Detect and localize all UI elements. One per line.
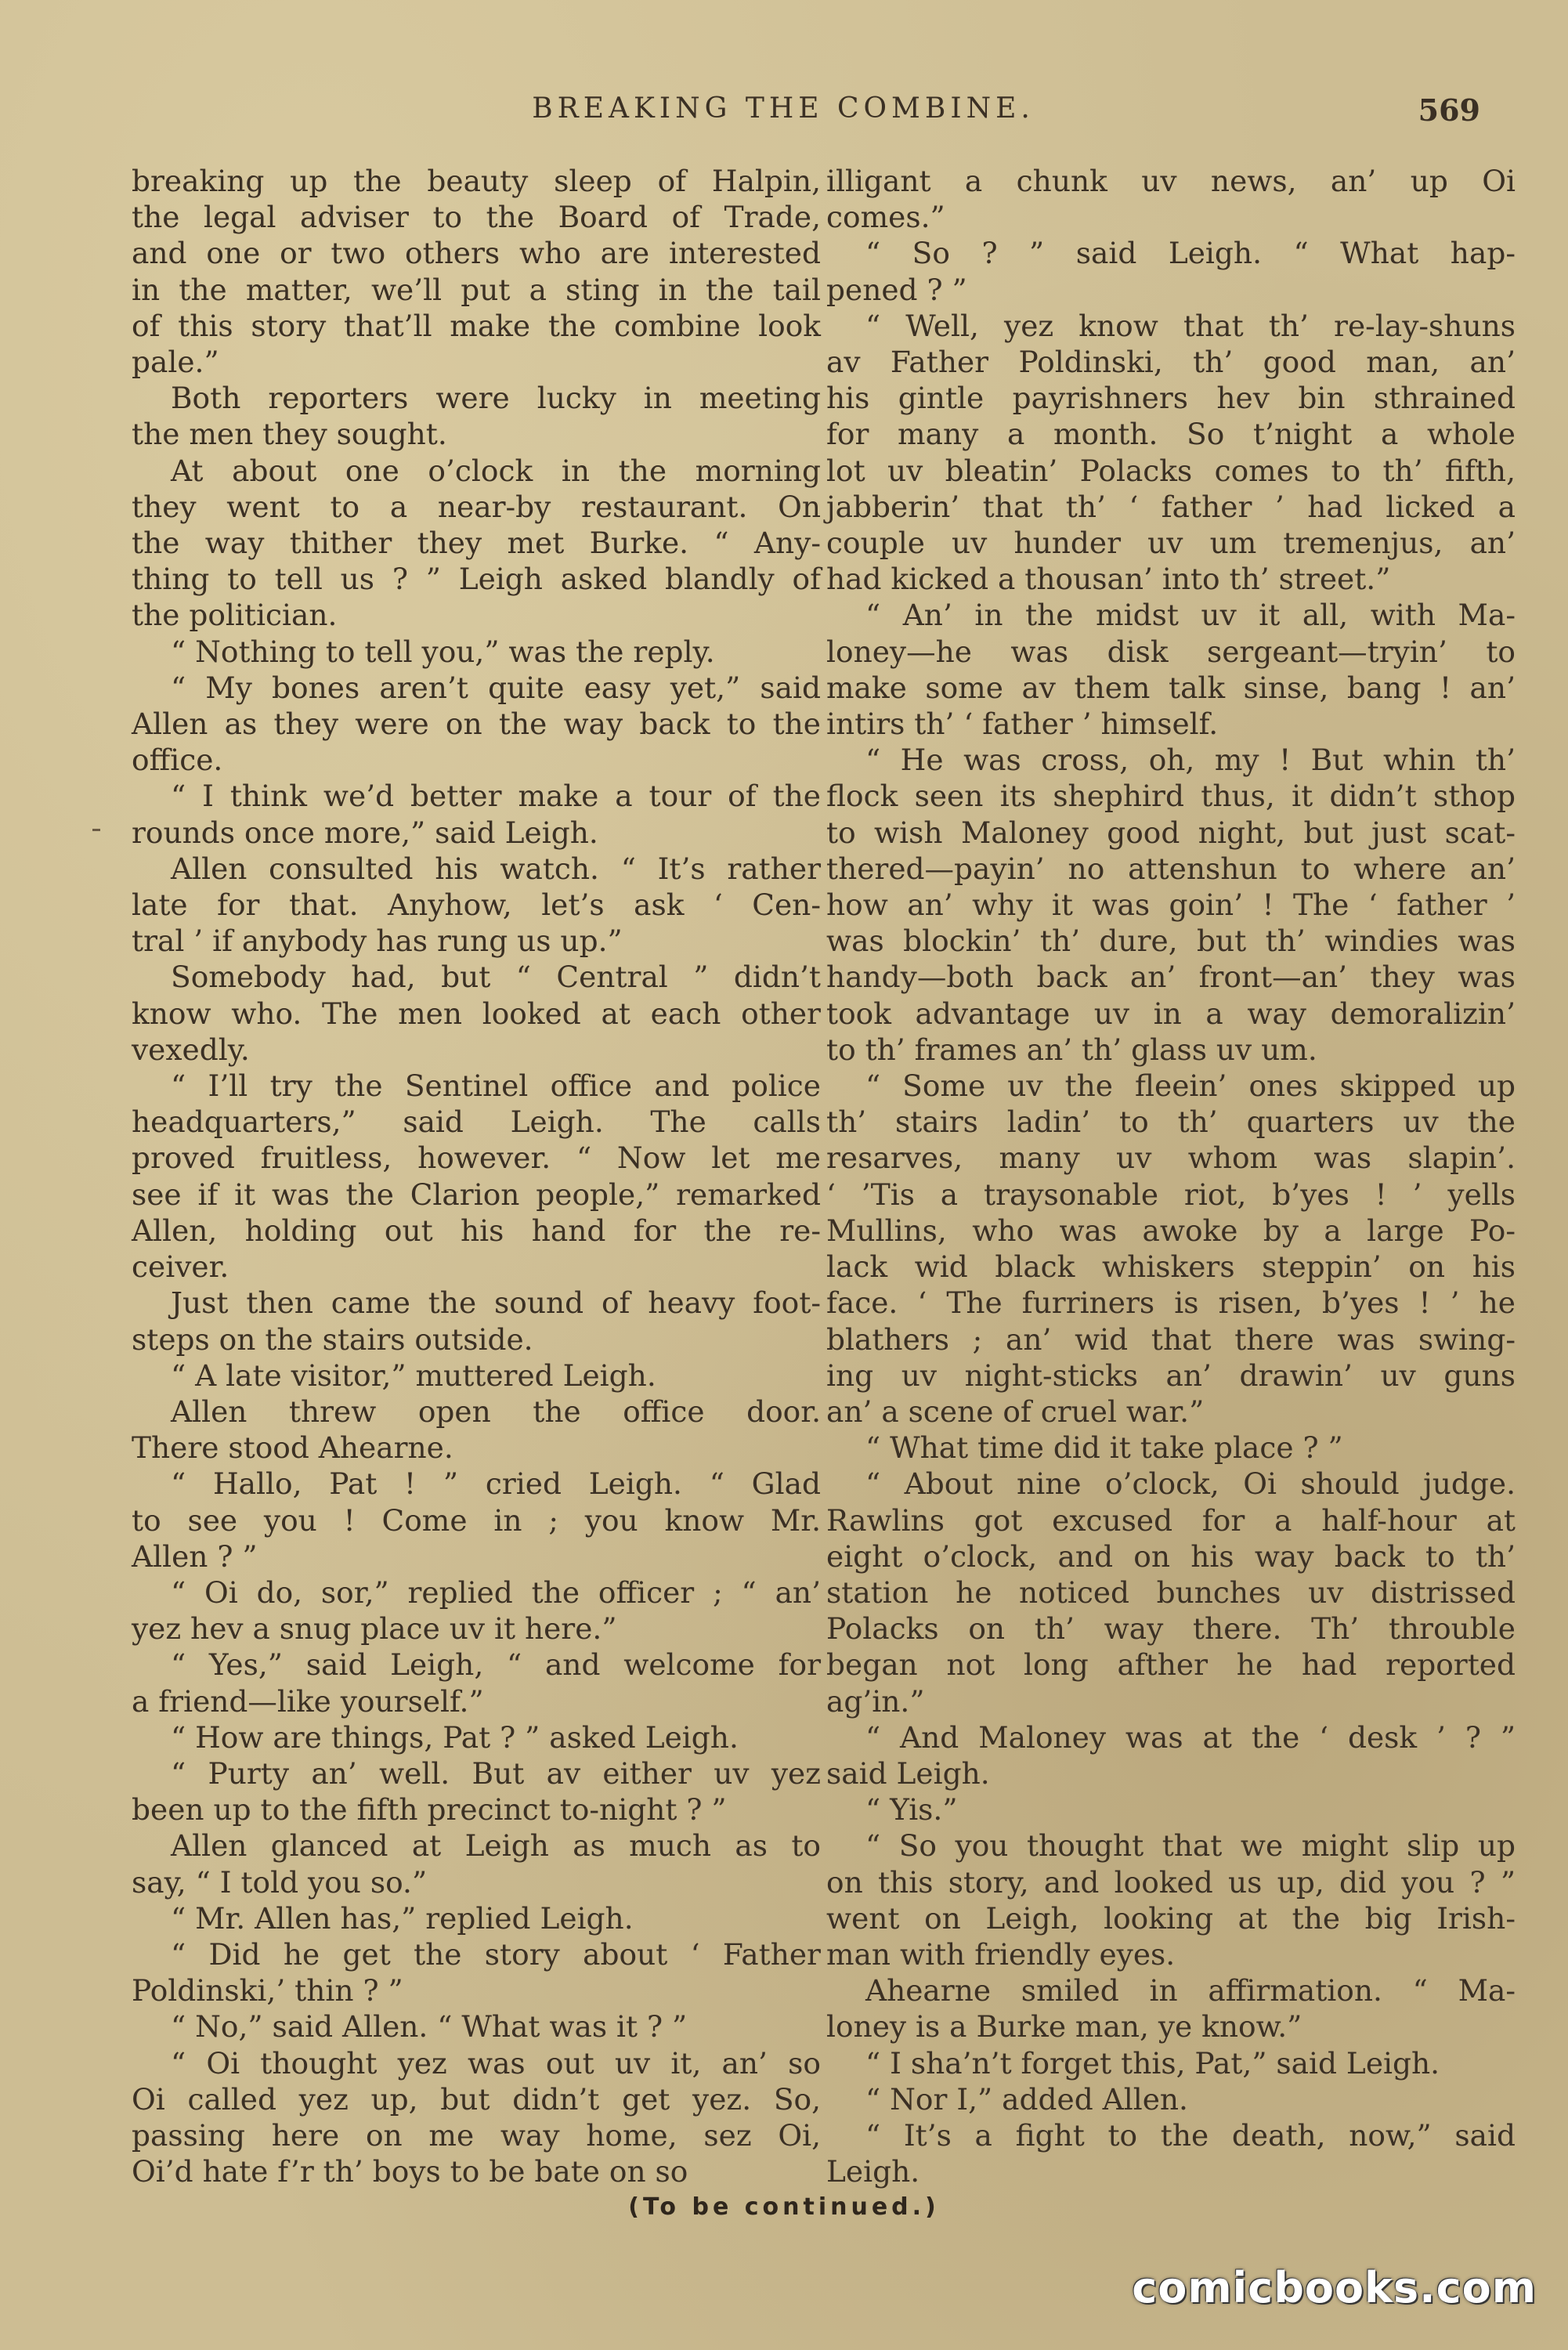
text-line: “ Yes,” said Leigh, “ and welcome for — [171, 1647, 821, 1683]
paragraph — [132, 1900, 821, 1936]
text-line: couple uv hunder uv um tremenjus, an’ — [826, 526, 1516, 561]
text-line: “ An’ in the midst uv it all, with Ma- — [865, 598, 1516, 633]
running-title: BREAKING THE COMBINE. — [532, 92, 1035, 125]
text-line: eight o’clock, and on his way back to th’ — [826, 1538, 1516, 1574]
text-line: breaking up the beauty sleep of Halpin, — [132, 164, 821, 198]
text-line: Leigh. — [826, 2154, 920, 2189]
text-line: “ No,” said Allen. “ What was it ? ” — [171, 2009, 688, 2044]
paragraph — [132, 1936, 821, 2008]
text-line: th’ stairs ladin’ to th’ quarters uv the — [826, 1104, 1516, 1140]
text-line: the legal adviser to the Board of Trade, — [132, 200, 821, 235]
text-line: thing to tell us ? ” Leigh asked blandly of — [132, 562, 821, 597]
paragraph — [132, 1828, 821, 1900]
text-line: ‘ ’Tis a traysonable riot, b’yes ! ’ yells — [826, 1177, 1516, 1212]
paragraph — [132, 2045, 821, 2190]
text-line: Both reporters were lucky in meeting — [171, 381, 821, 416]
paragraph — [132, 1719, 821, 1755]
text-line: “ Did he get the story about ‘ Father — [171, 1936, 821, 1972]
text-line: Allen glanced at Leigh as much as to — [171, 1828, 821, 1864]
text-line: Just then came the sound of heavy foot- — [171, 1285, 821, 1321]
text-line: make some av them talk sinse, bang ! an’ — [826, 670, 1516, 705]
text-line: illigant a chunk uv news, an’ up Oi — [826, 164, 1516, 198]
paragraph — [826, 742, 1516, 1068]
paragraph — [132, 1466, 821, 1574]
text-line: resarves, many uv whom was slapin’. — [826, 1141, 1516, 1176]
text-line: say, “ I told you so.” — [132, 1864, 428, 1900]
text-line: blathers ; an’ wid that there was swing- — [826, 1321, 1516, 1357]
paragraph — [826, 163, 1516, 235]
text-line: handy—both back an’ front—an’ they was — [826, 960, 1516, 995]
text-line: ing uv night-sticks an’ drawin’ uv guns — [826, 1358, 1516, 1393]
paragraph — [826, 1719, 1516, 1791]
text-line: of this story that’ll make the combine look — [132, 308, 821, 343]
text-line: was blockin’ th’ dure, but th’ windies was — [826, 924, 1516, 959]
text-line: tral ’ if anybody has rung us up.” — [132, 924, 623, 959]
paragraph — [826, 597, 1516, 742]
text-line: “ I’ll try the Sentinel office and police — [171, 1068, 821, 1104]
text-line: Mullins, who was awoke by a large Po- — [826, 1213, 1516, 1248]
text-line: to see you ! Come in ; you know Mr. — [132, 1502, 821, 1538]
text-line: Allen ? ” — [132, 1538, 258, 1574]
paragraph — [132, 778, 821, 850]
text-line: “ Nothing to tell you,” was the reply. — [171, 634, 715, 669]
text-line: “ So you thought that we might slip up — [865, 1828, 1516, 1864]
text-line: intirs th’ ‘ father ’ himself. — [826, 707, 1219, 742]
text-line: they went to a near-by restaurant. On — [132, 489, 821, 524]
text-line: Allen threw open the office door. — [171, 1394, 821, 1429]
text-line: the politician. — [132, 598, 338, 633]
paragraph — [826, 2117, 1516, 2189]
text-line: Somebody had, but “ Central ” didn’t — [171, 960, 821, 995]
text-line: av Father Poldinski, th’ good man, an’ — [826, 345, 1516, 380]
text-line: the way thither they met Burke. “ Any- — [132, 526, 821, 561]
paragraph — [826, 1466, 1516, 1719]
paragraph — [826, 308, 1516, 598]
text-line: Allen as they were on the way back to the — [132, 707, 821, 742]
paragraph — [826, 1972, 1516, 2044]
text-line: Allen consulted his watch. “ It’s rather — [171, 851, 821, 886]
running-header — [0, 92, 1568, 132]
left-text-column — [132, 163, 821, 2189]
paragraph — [132, 1574, 821, 1647]
text-line: rounds once more,” said Leigh. — [132, 815, 598, 850]
margin-mark — [92, 829, 100, 831]
text-line: “ And Maloney was at the ‘ desk ’ ? ” — [865, 1719, 1516, 1755]
paragraph — [132, 380, 821, 452]
text-line: his gintle payrishners hev bin sthrained — [826, 381, 1516, 416]
text-line: There stood Ahearne. — [132, 1430, 453, 1466]
text-line: late for that. Anyhow, let’s ask ‘ Cen- — [132, 888, 821, 923]
text-line: jabberin’ that th’ ‘ father ’ had licked a — [826, 489, 1516, 524]
text-line: lot uv bleatin’ Polacks comes to th’ fifth, — [826, 453, 1516, 488]
paragraph — [826, 1430, 1516, 1466]
text-line: “ He was cross, oh, my ! But whin th’ — [865, 743, 1516, 778]
paragraph — [132, 1755, 821, 1828]
text-line: proved fruitless, however. “ Now let me — [132, 1141, 821, 1176]
text-line: “ Yis.” — [865, 1792, 958, 1828]
to-be-continued: (To be continued.) — [628, 2193, 940, 2221]
text-line: Oi called yez up, but didn’t get yez. So, — [132, 2081, 821, 2117]
text-line: “ Mr. Allen has,” replied Leigh. — [171, 1900, 634, 1936]
text-line: “ Purty an’ well. But av either uv yez — [171, 1755, 821, 1791]
text-line: face. ‘ The furriners is risen, b’yes ! ’ he — [826, 1285, 1516, 1321]
text-line: Polacks on th’ way there. Th’ throuble — [826, 1611, 1516, 1647]
text-line: loney is a Burke man, ye know.” — [826, 2009, 1302, 2044]
text-line: headquarters,” said Leigh. The calls — [132, 1104, 821, 1140]
paragraph — [132, 1285, 821, 1357]
text-line: to wish Maloney good night, but just scat- — [826, 815, 1516, 850]
text-line: ceiver. — [132, 1249, 229, 1285]
text-line: station he noticed bunches uv distrissed — [826, 1574, 1516, 1610]
text-line: “ Oi do, sor,” replied the officer ; “ an’ — [171, 1574, 821, 1610]
text-line: comes.” — [826, 200, 945, 235]
text-line: flock seen its shephird thus, it didn’t sthop — [826, 779, 1516, 814]
text-line: man with friendly eyes. — [826, 1936, 1176, 1972]
right-text-column — [826, 163, 1516, 2189]
paragraph — [132, 1647, 821, 1719]
text-line: “ Hallo, Pat ! ” cried Leigh. “ Glad — [171, 1466, 821, 1502]
text-line: on this story, and looked us up, did you ? ” — [826, 1864, 1516, 1900]
text-line: “ Nor I,” added Allen. — [865, 2081, 1188, 2117]
text-line: “ Oi thought yez was out uv it, an’ so — [171, 2045, 821, 2081]
text-line: ag’in.” — [826, 1683, 925, 1719]
text-line: “ How are things, Pat ? ” asked Leigh. — [171, 1719, 739, 1755]
text-line: steps on the stairs outside. — [132, 1321, 533, 1357]
text-line: “ Some uv the fleein’ ones skipped up — [865, 1068, 1516, 1104]
text-line: went on Leigh, looking at the big Irish- — [826, 1900, 1516, 1936]
paragraph — [826, 235, 1516, 307]
text-line: for many a month. So t’night a whole — [826, 417, 1516, 452]
paragraph — [132, 670, 821, 779]
text-line: At about one o’clock in the morning — [171, 453, 821, 488]
text-line: Poldinski,’ thin ? ” — [132, 1973, 403, 2008]
text-line: took advantage uv in a way demoralizin’ — [826, 996, 1516, 1031]
paragraph — [132, 1358, 821, 1394]
text-line: pened ? ” — [826, 272, 967, 307]
text-line: office. — [132, 743, 223, 778]
text-line: see if it was the Clarion people,” remarked — [132, 1177, 821, 1212]
text-line: Rawlins got excused for a half-hour at — [826, 1502, 1516, 1538]
text-line: pale.” — [132, 345, 219, 380]
text-line: and one or two others who are interested — [132, 236, 821, 271]
text-line: Ahearne smiled in affirmation. “ Ma- — [865, 1973, 1516, 2008]
paragraph — [826, 1068, 1516, 1430]
text-line: Oi’d hate f’r th’ boys to be bate on so — [132, 2154, 688, 2189]
text-line: “ It’s a fight to the death, now,” said — [865, 2117, 1516, 2153]
text-line: thered—payin’ no attenshun to where an’ — [826, 851, 1516, 886]
text-line: “ So ? ” said Leigh. “ What hap- — [865, 236, 1516, 271]
page-number: 569 — [1418, 92, 1480, 128]
text-line: “ About nine o’clock, Oi should judge. — [865, 1466, 1516, 1502]
text-line: vexedly. — [132, 1032, 250, 1067]
site-watermark: comicbooks.com — [1132, 2263, 1537, 2312]
text-line: passing here on me way home, sez Oi, — [132, 2117, 821, 2153]
text-line: Allen, holding out his hand for the re- — [132, 1213, 821, 1248]
text-line: “ A late visitor,” muttered Leigh. — [171, 1358, 656, 1393]
paragraph — [826, 1791, 1516, 1828]
text-line: “ I think we’d better make a tour of the — [171, 779, 821, 814]
text-line: had kicked a thousan’ into th’ street.” — [826, 562, 1391, 597]
text-line: lack wid black whiskers steppin’ on his — [826, 1249, 1516, 1285]
text-line: yez hev a snug place uv it here.” — [132, 1611, 617, 1647]
paragraph — [132, 1068, 821, 1285]
text-line: “ My bones aren’t quite easy yet,” said — [171, 670, 821, 705]
paragraph — [132, 1394, 821, 1466]
text-line: in the matter, we’ll put a sting in the tail — [132, 272, 821, 307]
text-line: “ What time did it take place ? ” — [865, 1430, 1343, 1466]
text-line: to th’ frames an’ th’ glass uv um. — [826, 1032, 1317, 1067]
paragraph — [132, 163, 821, 380]
paragraph — [826, 1828, 1516, 1972]
text-line: how an’ why it was goin’ ! The ‘ father ’ — [826, 888, 1516, 923]
paragraph — [132, 634, 821, 670]
text-line: said Leigh. — [826, 1755, 990, 1791]
paragraph — [132, 851, 821, 960]
paragraph — [826, 2045, 1516, 2081]
text-line: an’ a scene of cruel war.” — [826, 1394, 1205, 1429]
text-line: “ I sha’n’t forget this, Pat,” said Leigh. — [865, 2045, 1440, 2081]
text-line: been up to the fifth precinct to-night ? ” — [132, 1792, 727, 1828]
text-line: loney—he was disk sergeant—tryin’ to — [826, 634, 1516, 669]
text-line: began not long afther he had reported — [826, 1647, 1516, 1683]
text-line: a friend—like yourself.” — [132, 1683, 484, 1719]
paragraph — [132, 453, 821, 634]
paragraph — [132, 959, 821, 1068]
text-line: “ Well, yez know that th’ re-lay-shuns — [865, 308, 1516, 343]
text-line: the men they sought. — [132, 417, 447, 452]
paragraph — [132, 2008, 821, 2044]
text-line: know who. The men looked at each other — [132, 996, 821, 1031]
paragraph — [826, 2081, 1516, 2117]
